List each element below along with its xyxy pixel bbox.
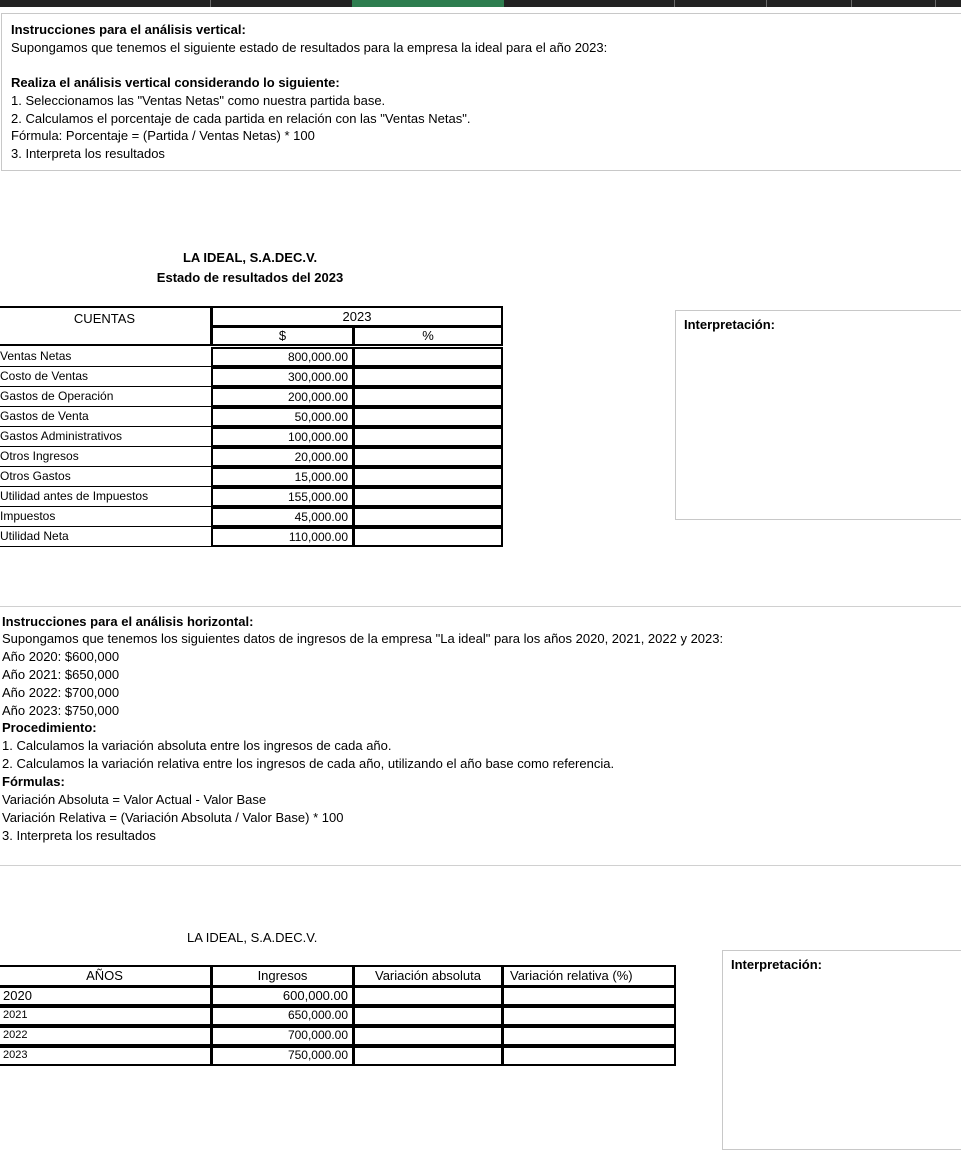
percent-cell[interactable] (353, 427, 503, 447)
amount-cell[interactable]: 15,000.00 (211, 467, 354, 487)
vertical-step: 1. Seleccionamos las "Ventas Netas" como nuestra partida base. (11, 93, 386, 108)
absolute-variation-cell[interactable] (353, 1046, 503, 1066)
account-label: Utilidad antes de Impuestos (0, 487, 212, 507)
vertical-instructions-heading: Instrucciones para el análisis vertical: (11, 22, 246, 37)
account-label: Costo de Ventas (0, 367, 212, 387)
procedure-step: 2. Calculamos la variación relativa entre los ingresos de cada año, utilizando el año base como referencia. (2, 756, 615, 771)
formula-line: Variación Absoluta = Valor Actual - Valor Base (2, 792, 267, 807)
year-cell[interactable]: 2021 (0, 1006, 212, 1026)
account-label: Gastos de Venta (0, 407, 212, 427)
percent-cell[interactable] (353, 527, 503, 547)
horizontal-line: Año 2020: $600,000 (2, 649, 120, 664)
percent-cell[interactable] (353, 487, 503, 507)
account-label: Impuestos (0, 507, 212, 527)
relative-variation-cell[interactable] (502, 1046, 676, 1066)
horizontal-instructions-heading: Instrucciones para el análisis horizontal: (2, 614, 254, 629)
horizontal-company-title: LA IDEAL, S.A.DEC.V. (187, 930, 318, 945)
percent-cell[interactable] (353, 387, 503, 407)
vertical-formula: Fórmula: Porcentaje = (Partida / Ventas Netas) * 100 (11, 128, 315, 143)
interpretation-label: Interpretación: (684, 317, 776, 332)
formulas-heading: Fórmulas: (2, 774, 65, 789)
account-label: Gastos Administrativos (0, 427, 212, 447)
header-ingresos: Ingresos (211, 965, 354, 987)
amount-cell[interactable]: 20,000.00 (211, 447, 354, 467)
interpretation-label: Interpretación: (731, 957, 823, 972)
vertical-step: 3. Interpreta los resultados (11, 146, 165, 161)
income-cell[interactable]: 750,000.00 (211, 1046, 354, 1066)
amount-cell[interactable]: 110,000.00 (211, 527, 354, 547)
account-label: Utilidad Neta (0, 527, 212, 547)
tab-divider (935, 0, 936, 7)
account-label: Gastos de Operación (0, 387, 212, 407)
amount-cell[interactable]: 100,000.00 (211, 427, 354, 447)
horizontal-line: Supongamos que tenemos los siguientes datos de ingresos de la empresa "La ideal" para los años 2020, 2021, 2022 y 2023: (2, 631, 724, 646)
tab-divider (674, 0, 675, 7)
header-variacion-absoluta: Variación absoluta (353, 965, 503, 987)
relative-variation-cell[interactable] (502, 1026, 676, 1046)
percent-cell[interactable] (353, 467, 503, 487)
formula-line: 3. Interpreta los resultados (2, 828, 156, 843)
statement-title: Estado de resultados del 2023 (156, 270, 344, 285)
absolute-variation-cell[interactable] (353, 1026, 503, 1046)
relative-variation-cell[interactable] (502, 1006, 676, 1026)
vertical-step: 2. Calculamos el porcentaje de cada partida en relación con las "Ventas Netas". (11, 111, 471, 126)
horizontal-instructions (2, 613, 952, 853)
amount-cell[interactable]: 200,000.00 (211, 387, 354, 407)
horizontal-line: Año 2023: $750,000 (2, 703, 120, 718)
income-cell[interactable]: 650,000.00 (211, 1006, 354, 1026)
header-amount: $ (211, 326, 354, 346)
header-cuentas: CUENTAS (0, 306, 212, 346)
section-separator (0, 865, 961, 866)
amount-cell[interactable]: 800,000.00 (211, 347, 354, 367)
absolute-variation-cell[interactable] (353, 1006, 503, 1026)
header-anos: AÑOS (0, 965, 212, 987)
income-cell[interactable]: 700,000.00 (211, 1026, 354, 1046)
header-variacion-relativa: Variación relativa (%) (502, 965, 676, 987)
year-cell[interactable]: 2023 (0, 1046, 212, 1066)
account-label: Otros Ingresos (0, 447, 212, 467)
company-title: LA IDEAL, S.A.DEC.V. (182, 250, 318, 265)
account-label: Ventas Netas (0, 347, 212, 367)
vertical-instructions-intro: Supongamos que tenemos el siguiente estado de resultados para la empresa la ideal para el año 2023: (11, 40, 608, 55)
horizontal-line: Año 2021: $650,000 (2, 667, 120, 682)
percent-cell[interactable] (353, 347, 503, 367)
header-percent: % (353, 326, 503, 346)
account-label: Otros Gastos (0, 467, 212, 487)
selected-sheet-tab[interactable] (352, 0, 504, 7)
tab-divider (210, 0, 211, 7)
percent-cell[interactable] (353, 407, 503, 427)
tab-divider (766, 0, 767, 7)
section-separator (0, 606, 961, 607)
amount-cell[interactable]: 155,000.00 (211, 487, 354, 507)
vertical-instructions-subheading: Realiza el análisis vertical considerando lo siguiente: (11, 75, 340, 90)
horizontal-line: Año 2022: $700,000 (2, 685, 120, 700)
year-cell[interactable]: 2020 (0, 986, 212, 1006)
sheet-tab-strip (0, 0, 961, 7)
horizontal-interpretation-box[interactable] (722, 950, 961, 1150)
vertical-instructions-box (1, 13, 961, 171)
vertical-interpretation-box[interactable] (675, 310, 961, 520)
header-year-2023: 2023 (211, 306, 503, 327)
amount-cell[interactable]: 300,000.00 (211, 367, 354, 387)
formula-line: Variación Relativa = (Variación Absoluta / Valor Base) * 100 (2, 810, 344, 825)
tab-divider (851, 0, 852, 7)
year-cell[interactable]: 2022 (0, 1026, 212, 1046)
amount-cell[interactable]: 45,000.00 (211, 507, 354, 527)
income-cell[interactable]: 600,000.00 (211, 986, 354, 1006)
percent-cell[interactable] (353, 367, 503, 387)
percent-cell[interactable] (353, 507, 503, 527)
procedure-step: 1. Calculamos la variación absoluta entre los ingresos de cada año. (2, 738, 392, 753)
percent-cell[interactable] (353, 447, 503, 467)
relative-variation-cell[interactable] (502, 986, 676, 1006)
absolute-variation-cell[interactable] (353, 986, 503, 1006)
procedure-heading: Procedimiento: (2, 720, 97, 735)
amount-cell[interactable]: 50,000.00 (211, 407, 354, 427)
